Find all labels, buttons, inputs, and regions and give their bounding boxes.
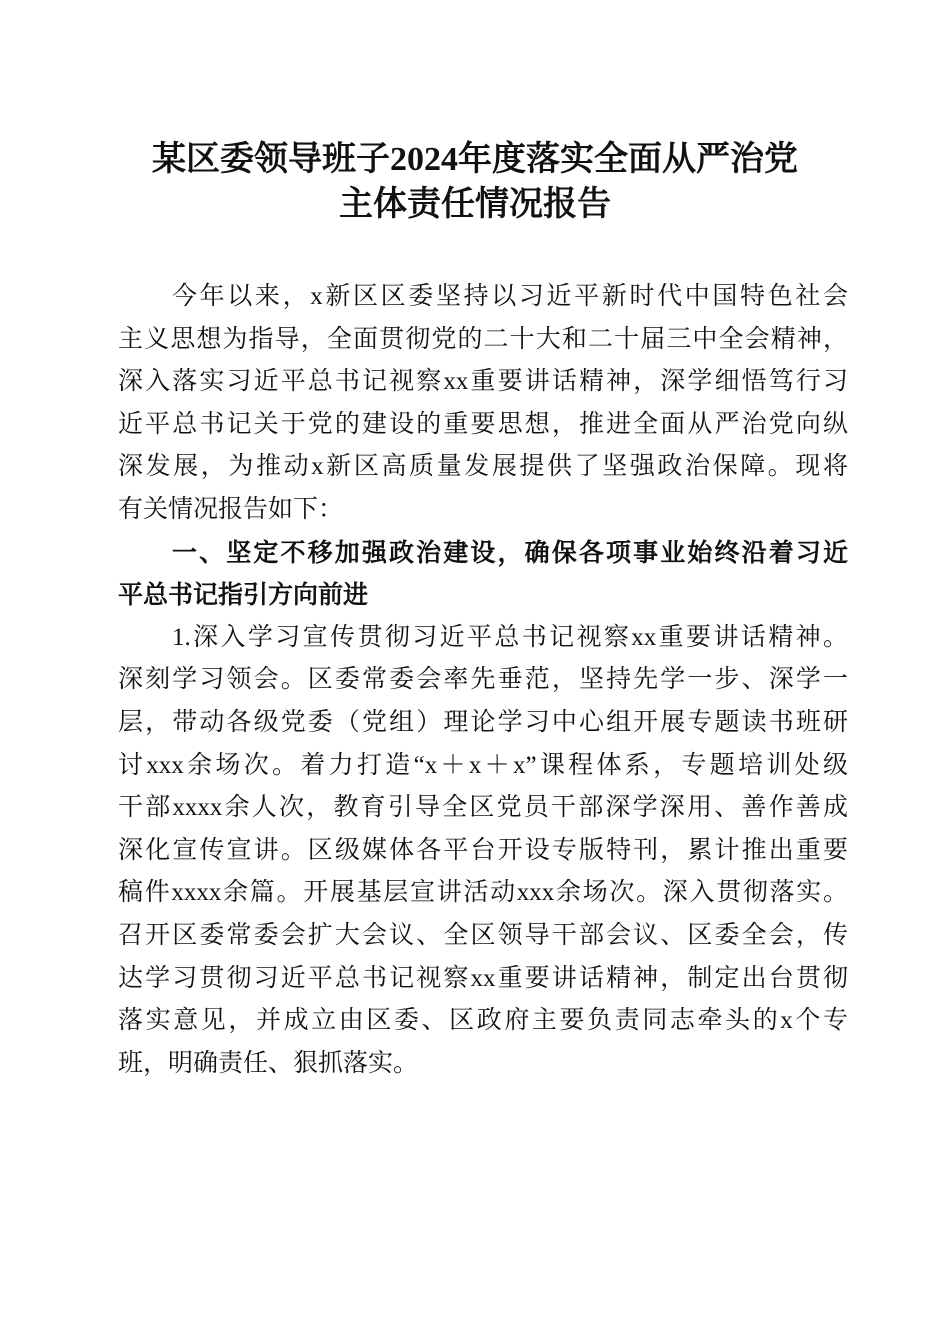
heading-line: 平总书记指引方向前进 [118,581,369,610]
text-line: 达学习贯彻习近平总书记视察xx重要讲话精神，制定出台贯彻 [118,964,848,992]
text-line: 讨xxx余场次。着力打造“x＋x＋x”课程体系，专题培训处级 [118,751,848,779]
heading-line: 一、坚定不移加强政治建设，确保各项事业始终沿着习近 [172,538,848,567]
text-line: 今年以来，x新区区委坚持以习近平新时代中国特色社会 [172,283,848,310]
text-line: 层，带动各级党委（党组）理论学习中心组开展专题读书班研 [118,708,848,736]
text-line: 1.深入学习宣传贯彻习近平总书记视察xx重要讲话精神。 [172,623,848,651]
document-title-line-1: 某区委领导班子2024年度落实全面从严治党 [152,141,798,178]
text-line: 召开区委常委会扩大会议、全区领导干部会议、区委全会，传 [118,921,848,949]
text-line: 落实意见，并成立由区委、区政府主要负责同志牵头的x个专 [118,1007,848,1035]
text-line: 深入落实习近平总书记视察xx重要讲话精神，深学细悟笃行习 [118,368,848,396]
subsection-paragraph [118,617,848,1086]
text-line: 干部xxxx余人次，教育引导全区党员干部深学深用、善作善成 [118,794,848,822]
text-line: 稿件xxxx余篇。开展基层宣讲活动xxx余场次。深入贯彻落实。 [118,879,848,907]
text-line: 主义思想为指导，全面贯彻党的二十大和二十届三中全会精神， [118,325,848,353]
text-line: 有关情况报告如下： [118,495,344,523]
text-line: 深发展，为推动x新区高质量发展提供了坚强政治保障。现将 [118,453,848,481]
document-title-line-2: 主体责任情况报告 [339,186,611,223]
text-line: 深刻学习领会。区委常委会率先垂范，坚持先学一步、深学一 [118,666,848,694]
section-heading [118,532,848,617]
text-line: 班，明确责任、狠抓落实。 [118,1049,419,1077]
text-line: 深化宣传宣讲。区级媒体各平台开设专版特刊，累计推出重要 [118,836,848,864]
intro-paragraph [118,276,848,532]
text-line: 近平总书记关于党的建设的重要思想，推进全面从严治党向纵 [118,410,848,438]
document-body [118,276,848,1085]
